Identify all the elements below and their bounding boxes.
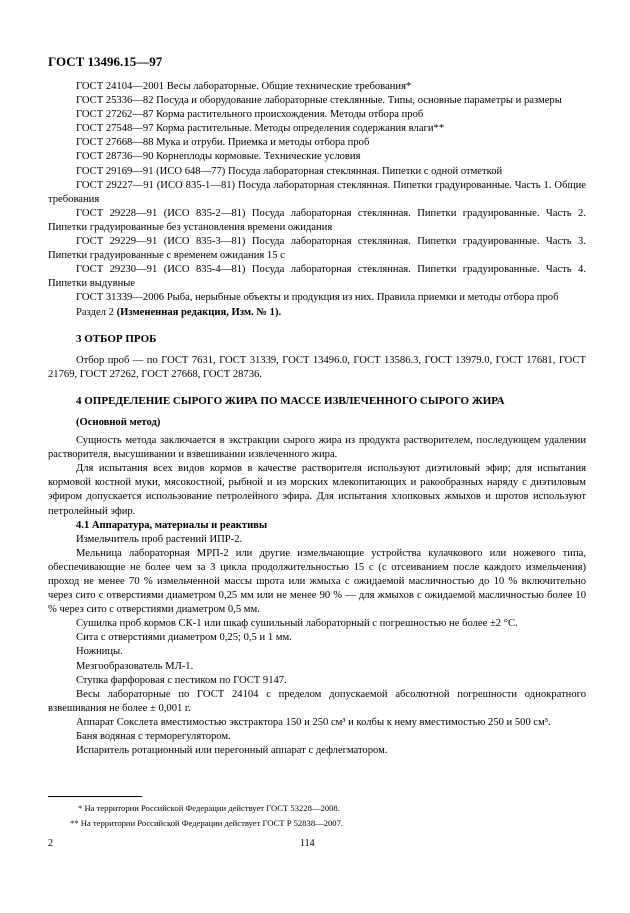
section-3-heading: 3 ОТБОР ПРОБ [76,332,157,345]
section-4-heading: 4 ОПРЕДЕЛЕНИЕ СЫРОГО ЖИРА ПО МАССЕ ИЗВЛЕЧЕННОГО СЫРОГО ЖИРА [76,394,505,407]
equipment-item: Мезгообразователь МЛ-1. [76,660,194,672]
ref-line: ГОСТ 27668—88 Мука и отруби. Приемка и методы отбора проб [76,137,370,149]
equipment-item: Ножницы. [76,646,123,658]
amendment-bold: (Измененная редакция, Изм. № 1). [116,306,282,318]
equipment-item: Баня водяная с терморегулятором. [76,731,231,743]
ref-line: ГОСТ 27548—97 Корма растительные. Методы определения содержания влаги** [76,123,445,135]
section-4-paragraph: Для испытания всех видов кормов в качестве растворителя используют диэтиловый эфир; для испытания кормовой костной муки, мясокостной, рыбной и из морских млекопитающих и ракообразных наряду с диэтиловым эфиром допускается использование петролейного эфира. Для испытания хлопковых жмыхов и шротов используют петролейный эфир. [48,463,586,517]
equipment-item: Испаритель ротационный или перегонный аппарат с дефлегматором. [76,745,388,757]
section-4-subheading: (Основной метод) [76,416,161,428]
ref-line: ГОСТ 25336—82 Посуда и оборудование лабораторные стеклянные. Типы, основные параметры и размеры [76,95,562,107]
section-4-paragraph: Сущность метода заключается в экстракции сырого жира из продукта растворителем, последующем удалении растворителя, высушивании и взвешивании извлеченного жира. [48,435,586,461]
footnote: ** На территории Российской Федерации действует ГОСТ Р 52838—2007. [70,818,344,828]
ref-line: ГОСТ 29230—91 (ИСО 835-4—81) Посуда лабораторная стеклянная. Пипетки градуированные. Часть 4. Пипетки выдувные [48,264,586,290]
ref-line: ГОСТ 29228—91 (ИСО 835-2—81) Посуда лабораторная стеклянная. Пипетки градуированные. Часть 2. Пипетки градуированные без установления времени ожидания [48,207,586,233]
amendment-note [48,306,586,320]
ref-line: ГОСТ 28736—90 Корнеплоды кормовые. Технические условия [76,151,361,163]
footnote-divider [48,796,142,797]
equipment-item: Измельчитель проб растений ИПР-2. [76,533,243,545]
equipment-item: Весы лабораторные по ГОСТ 24104 с пределом допускаемой абсолютной погрешности однократного взвешивания не более ± 0,001 г. [48,688,586,714]
equipment-item: Аппарат Сокслета вместимостью экстрактора 150 и 250 см³ и колбы к нему вместимостью 250 и 500 см³. [76,716,551,728]
document-header: ГОСТ 13496.15—97 [48,54,163,69]
equipment-item: Мельница лабораторная МРП-2 или другие измельчающие устройства кулачкового или ножевого типа, обеспечивающие не более чем за 3 цикла продолжительностью 15 с (с отсеиванием после каждого измельчения) проход не менее 70 % измельченной массы шрота или жмыха с ожидаемой масличностью до 10 % включительно через сито с отверстиями диаметром 0,25 мм или не менее 90 % — для жмыхов с ожидаемой масличностью более 10 % через сито с отверстиями диаметром 0,5 мм. [48,547,586,616]
section-3-text: Отбор проб — по ГОСТ 7631, ГОСТ 31339, ГОСТ 13496.0, ГОСТ 13586.3, ГОСТ 13979.0, ГОСТ 17681, ГОСТ 21769, ГОСТ 27262, ГОСТ 27668, ГОСТ 28736. [48,354,586,380]
page-number-left: 2 [48,838,53,849]
amendment-prefix: Раздел 2 [76,306,117,318]
ref-line: ГОСТ 27262—87 Корма растительного происхождения. Методы отбора проб [76,109,424,121]
ref-line: ГОСТ 31339—2006 Рыба, нерыбные объекты и продукция из них. Правила приемки и методы отбора проб [76,292,559,304]
ref-line: ГОСТ 29229—91 (ИСО 835-3—81) Посуда лабораторная стеклянная. Пипетки градуированные. Часть 3. Пипетки градуированные с временем ожидания 15 с [48,236,586,262]
equipment-item: Сушилка проб кормов СК-1 или шкаф сушильный лабораторный с погрешностью не более ±2 °С. [76,618,518,630]
ref-line: ГОСТ 29227—91 (ИСО 835-1—81) Посуда лабораторная стеклянная. Пипетки градуированные. Часть 1. Общие требования [48,179,586,205]
equipment-item: Ступка фарфоровая с пестиком по ГОСТ 9147. [76,674,287,686]
equipment-item: Сита с отверстиями диаметром 0,25; 0,5 и 1 мм. [76,632,292,644]
subsection-4-1-heading: 4.1 Аппаратура, материалы и реактивы [76,519,268,531]
page-number-center: 114 [300,838,315,849]
page-body [48,80,586,758]
ref-line: ГОСТ 24104—2001 Весы лабораторные. Общие технические требования* [76,81,412,92]
ref-line: ГОСТ 29169—91 (ИСО 648—77) Посуда лабораторная стеклянная. Пипетки с одной отметкой [76,165,503,177]
footnote: * На территории Российской Федерации действует ГОСТ 53228—2008. [78,803,340,813]
